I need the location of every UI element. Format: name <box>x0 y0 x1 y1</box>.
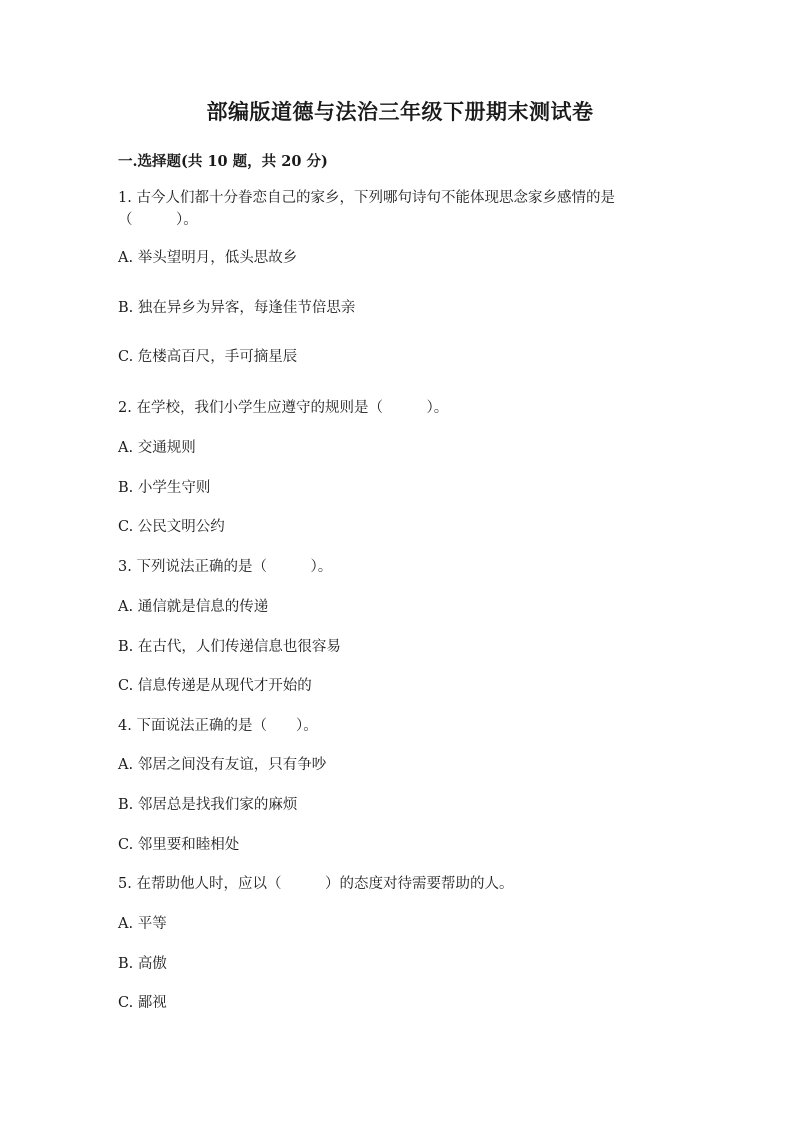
question-1-option-b: B. 独在异乡为异客，每逢佳节倍思亲 <box>118 300 356 316</box>
question-1-option-a: A. 举头望明月，低头思故乡 <box>118 250 298 266</box>
question-3-option-c: C. 信息传递是从现代才开始的 <box>118 678 312 694</box>
section-heading: 一.选择题(共 10 题，共 20 分) <box>118 153 328 170</box>
question-4-option-a: A. 邻居之间没有友谊，只有争吵 <box>118 757 327 773</box>
question-4-stem: 4. 下面说法正确的是（ ）。 <box>118 718 318 734</box>
question-3-option-b: B. 在古代，人们传递信息也很容易 <box>118 639 341 655</box>
question-4-option-b: B. 邻居总是找我们家的麻烦 <box>118 797 298 813</box>
question-4-option-c: C. 邻里要和睦相处 <box>118 837 240 853</box>
question-5-option-a: A. 平等 <box>118 916 167 932</box>
question-1-stem-continued: （ ）。 <box>118 212 198 228</box>
question-5-stem: 5. 在帮助他人时，应以（ ）的态度对待需要帮助的人。 <box>118 876 514 892</box>
question-3-option-a: A. 通信就是信息的传递 <box>118 599 269 615</box>
question-2-option-a: A. 交通规则 <box>118 440 196 456</box>
question-3-stem: 3. 下列说法正确的是（ ）。 <box>118 559 333 575</box>
page-title: 部编版道德与法治三年级下册期末测试卷 <box>206 99 594 124</box>
question-1-option-c: C. 危楼高百尺，手可摘星辰 <box>118 349 298 365</box>
question-5-option-b: B. 高傲 <box>118 956 167 972</box>
question-2-option-c: C. 公民文明公约 <box>118 519 225 535</box>
question-5-option-c: C. 鄙视 <box>118 995 167 1011</box>
question-1-stem: 1. 古今人们都十分眷恋自己的家乡，下列哪句诗句不能体现思念家乡感情的是 <box>118 190 615 206</box>
question-2-option-b: B. 小学生守则 <box>118 480 211 496</box>
question-2-stem: 2. 在学校，我们小学生应遵守的规则是（ ）。 <box>118 400 449 416</box>
